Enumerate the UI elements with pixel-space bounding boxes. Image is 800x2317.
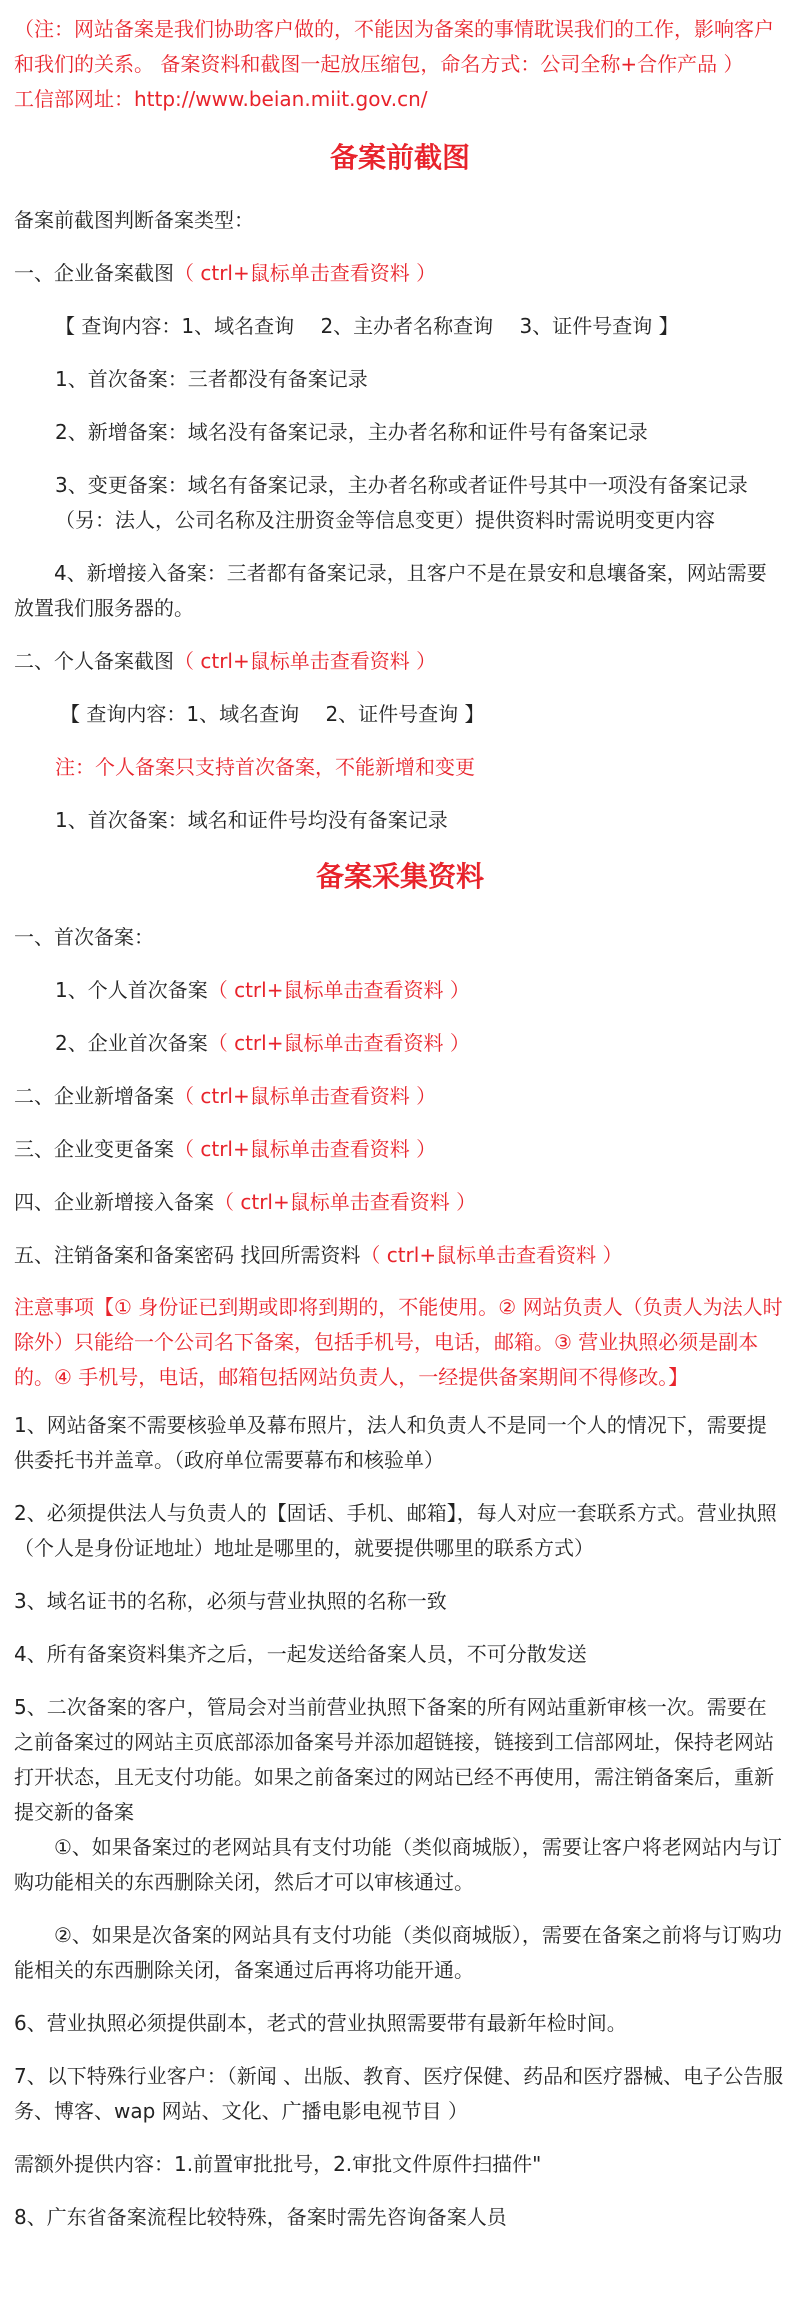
screenshot-intro: 备案前截图判断备案类型： — [14, 208, 254, 232]
personal-query-content: 【 查询内容：1、域名查询 2、证件号查询 】 — [60, 702, 485, 726]
rule-5: 5、二次备案的客户，管局会对当前营业执照下备案的所有网站重新审核一次。需要在之前备案过的网站主页底部添加备案号并添加超链接，链接到工信部网址，保持老网站打开状态，且无支付功能。如果之前备案过的网站已经不再使用，需注销备案后，重新提交新的备案 — [14, 1695, 774, 1824]
personal-ctrl-click-link[interactable]: （ ctrl+鼠标单击查看资料 ） — [174, 649, 437, 673]
enterprise-screenshot-heading — [14, 256, 786, 291]
cancel-label: 五、注销备案和备案密码 找回所需资料 — [14, 1243, 361, 1267]
rule-4: 4、所有备案资料集齐之后，一起发送给备案人员，不可分散发送 — [14, 1642, 587, 1666]
attention-notes: 注意事项【① 身份证已到期或即将到期的，不能使用。② 网站负责人（负责人为法人时除外）只能给一个公司名下备案，包括手机号，电话，邮箱。③ 营业执照必须是副本的。④ 手机号，电话，邮箱包括网站负责人，一经提供备案期间不得修改。】 — [14, 1295, 783, 1389]
enterprise-change-filing — [14, 1132, 786, 1167]
enterprise-change-label: 三、企业变更备案 — [14, 1137, 174, 1161]
rule-6: 6、营业执照必须提供副本，老式的营业执照需要带有最新年检时间。 — [14, 2011, 627, 2035]
personal-screenshot-heading — [14, 644, 786, 679]
enterprise-query-content: 【 查询内容：1、域名查询 2、主办者名称查询 3、证件号查询 】 — [55, 314, 679, 338]
notice-text: （注：网站备案是我们协助客户做的，不能因为备案的事情耽误我们的工作，影响客户和我们的关系。 备案资料和截图一起放压缩包，命名方式：公司全称+合作产品 ） — [14, 17, 774, 76]
first-filing-heading: 一、首次备案： — [14, 925, 154, 949]
personal-first-label: 1、个人首次备案 — [55, 978, 208, 1002]
enterprise-first-label: 2、企业首次备案 — [55, 1031, 208, 1055]
personal-first-filing — [55, 973, 786, 1008]
enterprise-item-2: 2、新增备案：域名没有备案记录，主办者名称和证件号有备案记录 — [55, 420, 648, 444]
enterprise-first-link[interactable]: （ ctrl+鼠标单击查看资料 ） — [207, 1031, 470, 1055]
cancel-link[interactable]: （ ctrl+鼠标单击查看资料 ） — [360, 1243, 623, 1267]
rule-8: 8、广东省备案流程比较特殊，备案时需先咨询备案人员 — [14, 2205, 507, 2229]
rule-1: 1、网站备案不需要核验单及幕布照片，法人和负责人不是同一个人的情况下，需要提供委托书并盖章。（政府单位需要幕布和核验单） — [14, 1413, 767, 1472]
enterprise-label: 一、企业备案截图 — [14, 261, 174, 285]
personal-first-link[interactable]: （ ctrl+鼠标单击查看资料 ） — [207, 978, 470, 1002]
rule-7: 7、以下特殊行业客户：（新闻 、出版、教育、医疗保健、药品和医疗器械、电子公告服务、博客、wap 网站、文化、广播电影电视节目 ） — [14, 2064, 784, 2123]
personal-label: 二、个人备案截图 — [14, 649, 174, 673]
enterprise-item-1: 1、首次备案：三者都没有备案记录 — [55, 367, 368, 391]
rule-2: 2、必须提供法人与负责人的【固话、手机、邮箱】，每人对应一套联系方式。营业执照（个人是身份证地址）地址是哪里的，就要提供哪里的联系方式） — [14, 1501, 777, 1560]
enterprise-first-filing — [55, 1026, 786, 1061]
section-title-screenshot: 备案前截图 — [329, 141, 470, 174]
rule-5-sub-1: ①、如果备案过的老网站具有支付功能（类似商城版），需要让客户将老网站内与订购功能相关的东西删除关闭，然后才可以审核通过。 — [14, 1835, 782, 1894]
enterprise-add-link[interactable]: （ ctrl+鼠标单击查看资料 ） — [174, 1084, 437, 1108]
enterprise-item-3: 3、变更备案：域名有备案记录，主办者名称或者证件号其中一项没有备案记录（另：法人，公司名称及注册资金等信息变更）提供资料时需说明变更内容 — [55, 473, 748, 532]
enterprise-access-label: 四、企业新增接入备案 — [14, 1190, 214, 1214]
personal-item-1: 1、首次备案：域名和证件号均没有备案记录 — [55, 808, 448, 832]
enterprise-add-filing — [14, 1079, 786, 1114]
enterprise-access-link[interactable]: （ ctrl+鼠标单击查看资料 ） — [214, 1190, 477, 1214]
personal-note: 注：个人备案只支持首次备案，不能新增和变更 — [55, 755, 475, 779]
rule-3: 3、域名证书的名称，必须与营业执照的名称一致 — [14, 1589, 447, 1613]
enterprise-add-label: 二、企业新增备案 — [14, 1084, 174, 1108]
cancel-filing — [14, 1238, 786, 1273]
enterprise-item-4: 4、新增接入备案：三者都有备案记录，且客户不是在景安和息壤备案，网站需要放置我们服务器的。 — [14, 561, 767, 620]
miit-url[interactable]: 工信部网址：http://www.beian.miit.gov.cn/ — [14, 87, 428, 111]
enterprise-access-filing — [14, 1185, 786, 1220]
enterprise-change-link[interactable]: （ ctrl+鼠标单击查看资料 ） — [174, 1137, 437, 1161]
enterprise-ctrl-click-link[interactable]: （ ctrl+鼠标单击查看资料 ） — [174, 261, 437, 285]
section-title-materials: 备案采集资料 — [315, 860, 484, 893]
rule-7-extra: 需额外提供内容：1.前置审批批号，2.审批文件原件扫描件" — [14, 2152, 542, 2176]
rule-5-sub-2: ②、如果是次备案的网站具有支付功能（类似商城版），需要在备案之前将与订购功能相关的东西删除关闭，备案通过后再将功能开通。 — [14, 1923, 782, 1982]
